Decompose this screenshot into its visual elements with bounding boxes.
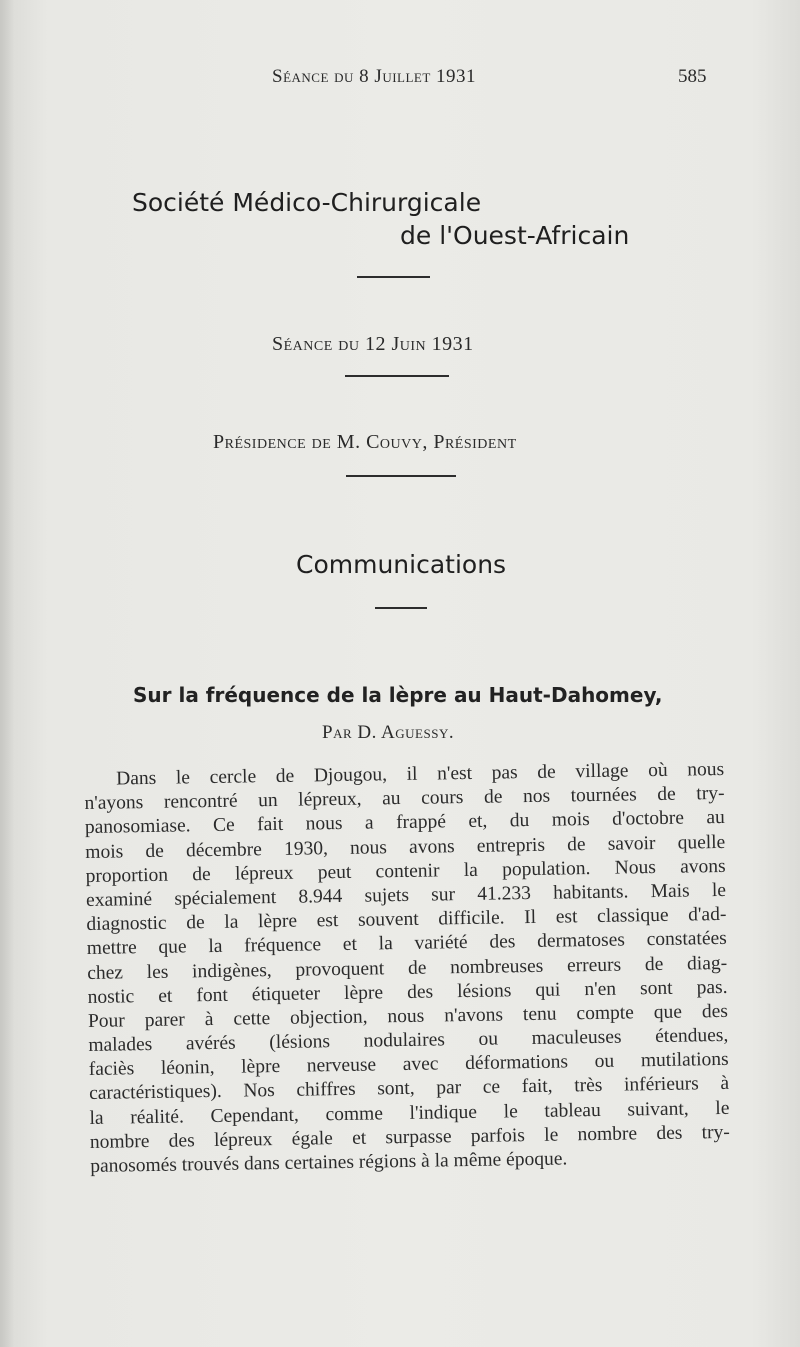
body-line: panosomiase. Ce fait nous a frappé et, du mois d'octobre au (84, 807, 726, 839)
body-line: caractéristiques). Nos chiffres sont, par ce fait, très inférieurs à (88, 1073, 730, 1105)
divider (346, 475, 456, 477)
body-line: n'ayons rencontré un lépreux, au cours de nos tournées de try- (84, 783, 725, 815)
page-number: 585 (678, 66, 707, 87)
body-line: Pour parer à cette objection, nous n'avons tenu compte que des (87, 1000, 729, 1032)
session-title: Séance du 12 Juin 1931 (272, 333, 474, 355)
divider (345, 375, 449, 377)
divider (357, 276, 430, 278)
body-line: chez les indigènes, provoquent de nombreuses erreurs de diag- (87, 952, 728, 984)
divider (375, 607, 427, 609)
body-line: proportion de lépreux peut contenir la population. Nous avons (85, 855, 726, 887)
running-header: Séance du 8 Juillet 1931 (272, 66, 477, 87)
body-line: nombre des lépreux égale et surpasse parfois le nombre des try- (89, 1121, 730, 1153)
presidency-line: Présidence de M. Couvy, Président (213, 431, 517, 453)
body-line: diagnostic de la lèpre est souvent difficile. Il est classique d'ad- (86, 904, 727, 936)
body-line: panosomés trouvés dans certaines régions à la même époque. (90, 1148, 568, 1177)
article-body (84, 758, 730, 1179)
society-name-line1: Société Médico-Chirurgicale (132, 188, 482, 217)
section-heading: Communications (296, 550, 507, 579)
society-name-line2: de l'Ouest-Africain (400, 221, 630, 250)
article-byline: Par D. Aguessy. (322, 722, 455, 743)
body-line: la réalité. Cependant, comme l'indique le tableau suivant, le (89, 1097, 730, 1129)
body-line: nostic et font étiqueter lèpre des lésions qui n'en sont pas. (87, 976, 728, 1008)
body-line: malades avérés (lésions nodulaires ou maculeuses étendues, (88, 1024, 729, 1057)
article-title: Sur la fréquence de la lèpre au Haut-Dahomey, (133, 683, 663, 707)
body-line: Dans le cercle de Djougou, il n'est pas de village où nous (116, 758, 725, 790)
body-line: faciès léonin, lèpre nerveuse avec déformations ou mutilations (88, 1049, 729, 1081)
body-line: examiné spécialement 8.944 sujets sur 41.233 habitants. Mais le (85, 879, 727, 911)
body-line: mois de décembre 1930, nous avons entrepris de savoir quelle (85, 831, 726, 863)
body-line: mettre que la fréquence et la variété des dermatoses constatées (86, 928, 727, 960)
